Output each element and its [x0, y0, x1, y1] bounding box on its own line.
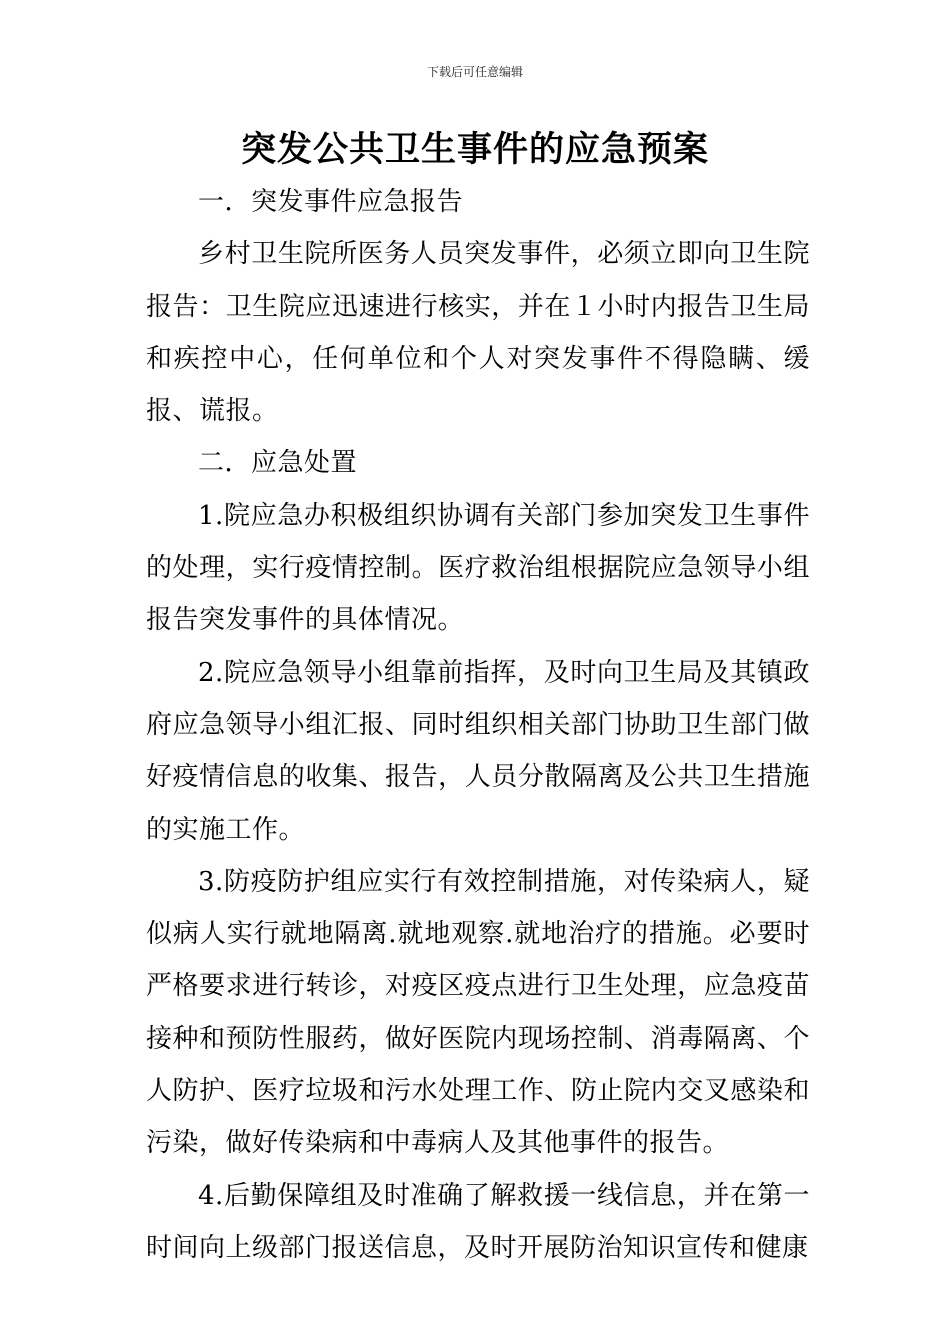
document-body — [146, 176, 810, 1274]
paragraph-report: 乡村卫生院所医务人员突发事件，必须立即向卫生院报告：卫生院应迅速进行核实，并在１小时内报告卫生局和疾控中心，任何单位和个人对突发事件不得隐瞒、缓报、谎报。 — [146, 239, 810, 427]
paragraph-item-3: 3.防疫防护组应实行有效控制措施，对传染病人，疑似病人实行就地隔离.就地观察.就地治疗的措施。必要时严格要求进行转诊，对疫区疫点进行卫生处理，应急疫苗接种和预防性服药，做好医院内现场控制、消毒隔离、个人防护、医疗垃圾和污水处理工作、防止院内交叉感染和污染，做好传染病和中毒病人及其他事件的报告。 — [146, 866, 810, 1159]
paragraph-item-2: 2.院应急领导小组靠前指挥，及时向卫生局及其镇政府应急领导小组汇报、同时组织相关部门协助卫生部门做好疫情信息的收集、报告，人员分散隔离及公共卫生措施的实施工作。 — [146, 657, 810, 845]
paragraph-item-4: 4.后勤保障组及时准确了解救援一线信息，并在第一时间向上级部门报送信息，及时开展防治知识宣传和健康 — [146, 1180, 810, 1263]
section-heading-response: 二．应急处置 — [198, 448, 358, 479]
paragraph-item-1: 1.院应急办积极组织协调有关部门参加突发卫生事件的处理，实行疫情控制。医疗救治组根据院应急领导小组报告突发事件的具体情况。 — [146, 500, 810, 636]
header-note: 下载后可任意编辑 — [426, 65, 523, 79]
document-title: 突发公共卫生事件的应急预案 — [240, 130, 709, 170]
section-heading-report: 一．突发事件应急报告 — [198, 187, 464, 217]
